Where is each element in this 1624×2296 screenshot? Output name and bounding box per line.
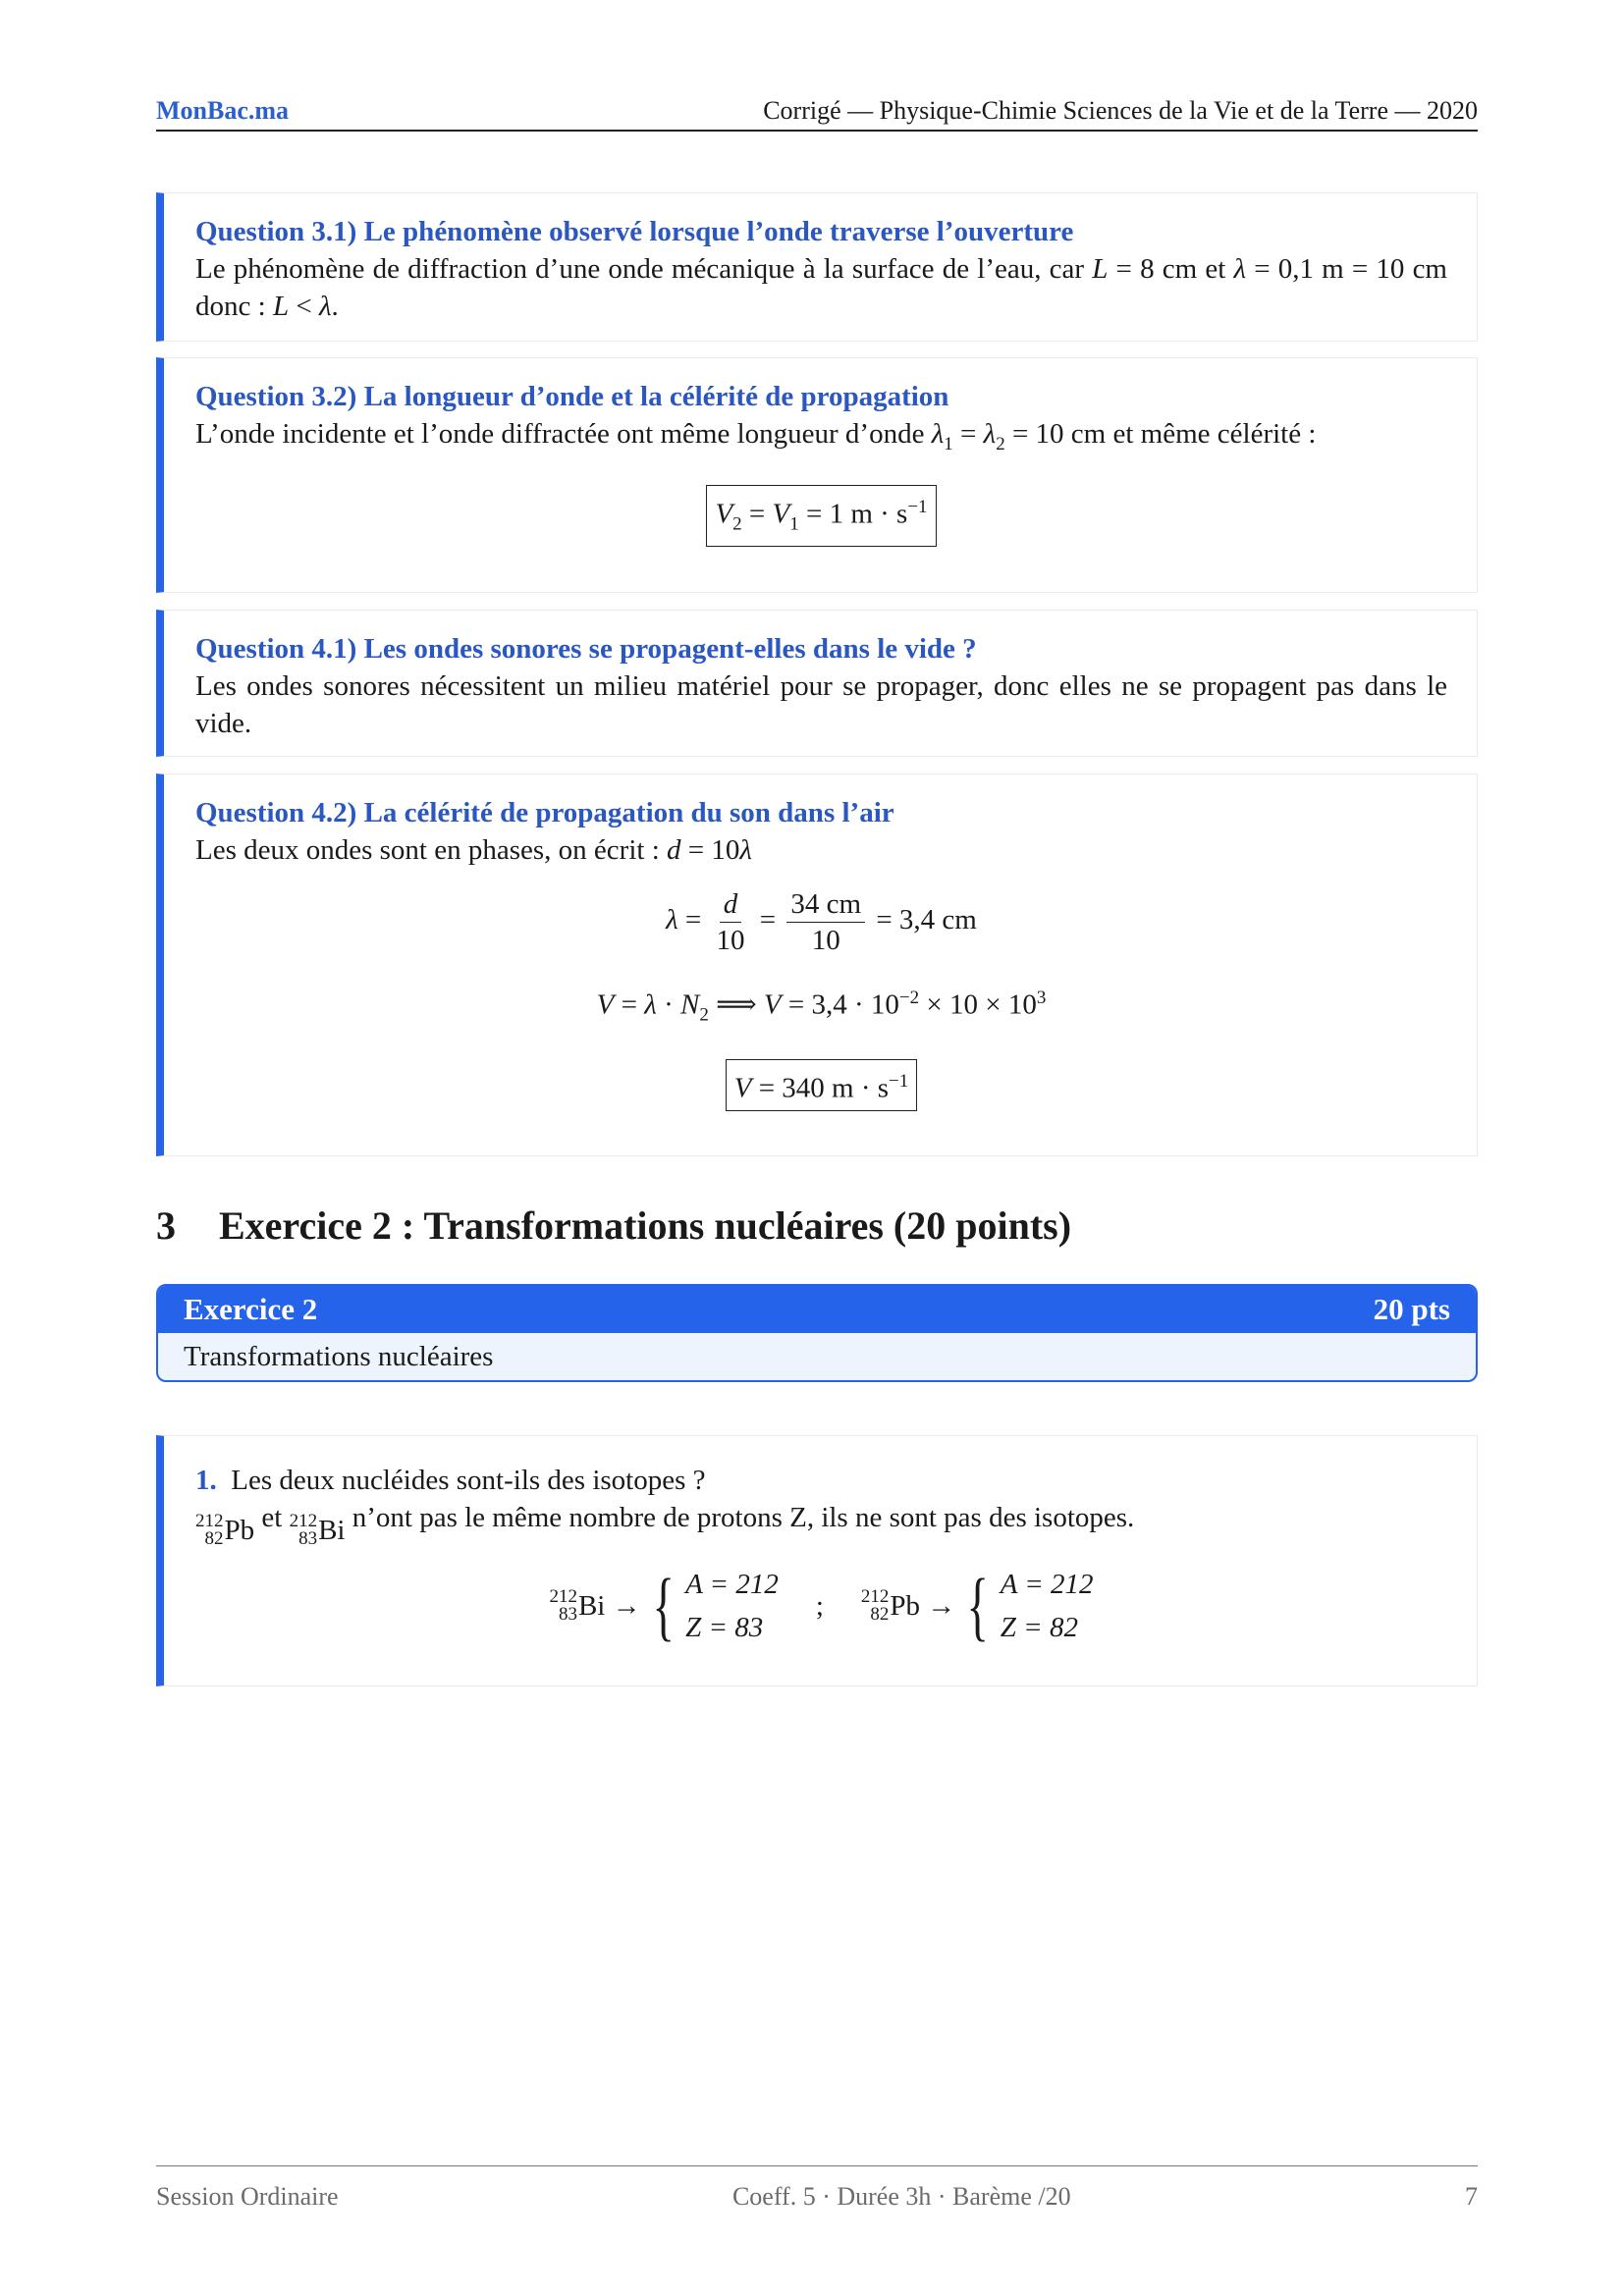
question-4-1-answer: Les ondes sonores nécessitent un milieu matériel pour se propager, donc elles ne se propagent pas dans le vide. xyxy=(195,670,1447,739)
exercise-subtitle: Transformations nucléaires xyxy=(184,1341,494,1372)
item-1-question: 1. Les deux nucléides sont-ils des isotopes ? xyxy=(195,1465,706,1496)
velocity-result xyxy=(195,1059,1447,1111)
exercise-label: Exercice 2 xyxy=(184,1292,318,1326)
page-header xyxy=(156,90,1478,132)
question-3-2-box xyxy=(156,357,1478,593)
velocity-equation: $V = \lambda \cdot N_2$ ⟹ $V = 3,4 \cdot 10^{-2} \times 10 \times 10^3$ xyxy=(596,988,1047,1026)
question-4-1-box xyxy=(156,610,1478,757)
exercise-banner xyxy=(156,1284,1478,1382)
exercise-points: 20 pts xyxy=(1373,1292,1450,1326)
header-title: Corrigé — Physique-Chimie Sciences de la Vie et de la Terre — 2020 xyxy=(763,96,1478,125)
fraction-d-over-10: $\frac{d}{10}$ xyxy=(716,888,745,956)
question-4-2-title: Question 4.2) La célérité de propagation du son dans l’air xyxy=(195,797,894,828)
question-3-2-title: Question 3.2) La longueur d’onde et la célérité de propagation xyxy=(195,381,949,412)
nuclide-bi: 212 83 Bi xyxy=(289,1511,346,1549)
question-3-1-box xyxy=(156,192,1478,342)
question-4-2-box xyxy=(156,774,1478,1156)
brand-link[interactable]: MonBac.ma xyxy=(156,96,290,125)
boxed-result: $V_2 = V_1 = 1$ $m \cdot s^{-1}$ xyxy=(706,485,936,547)
question-3-1-title: Question 3.1) Le phénomène observé lorsque l’onde traverse l’ouverture xyxy=(195,216,1074,247)
item-1-answer: 212 82 Pb et 212 83 Bi n’ont pas le même nombre de protons Z, ils ne sont pas des isotopes. xyxy=(195,1502,1135,1549)
question-4-2-intro: Les deux ondes sont en phases, on écrit : d = 10λ xyxy=(195,834,752,866)
fraction-34-over-10: $\frac{34 cm}{10}$ xyxy=(786,886,865,958)
question-3-2-result xyxy=(195,485,1447,547)
footer-info: Coeff. 5 · Durée 3h · Barème /20 xyxy=(731,2182,1071,2211)
item-1-box xyxy=(156,1435,1478,1686)
question-3-1-answer: Le phénomène de diffraction d’une onde mécanique à la surface de l’eau, car L = 8 cm et λ = 0,1 m = 10 cm donc : L < λ. xyxy=(195,253,1447,322)
system-bi: 212 83 Bi → xyxy=(549,1586,641,1625)
wavelength-equation: λ = $\frac{d}{10}$ = $\frac{34 cm}{10}$ = 3,4 cm xyxy=(666,888,977,956)
question-3-2-answer: L’onde incidente et l’onde diffractée ont même longueur d’onde $\lambda_1 = \lambda_2 = 10$ cm et même célérité : xyxy=(195,418,1317,454)
system-pb: 212 82 Pb → xyxy=(860,1586,956,1625)
page-footer xyxy=(156,2165,1478,2212)
exercise-banner-header xyxy=(158,1286,1476,1333)
section-heading: 3 Exercice 2 : Transformations nucléaires (20 points) xyxy=(156,1203,1072,1248)
nuclide-pb: 212 82 Pb xyxy=(195,1511,255,1549)
question-4-1-title: Question 4.1) Les ondes sonores se propagent-elles dans le vide ? xyxy=(195,633,977,665)
footer-session: Session Ordinaire xyxy=(156,2182,339,2211)
nuclide-systems: 212 83 Bi → { A = 212 Z = 83 ; 212 82 Pb → { A = 212 Z = 82 xyxy=(549,1563,1094,1648)
boxed-result: V = 340 $m \cdot s^{-1}$ xyxy=(726,1059,918,1111)
page-number: 7 xyxy=(1464,2182,1478,2211)
